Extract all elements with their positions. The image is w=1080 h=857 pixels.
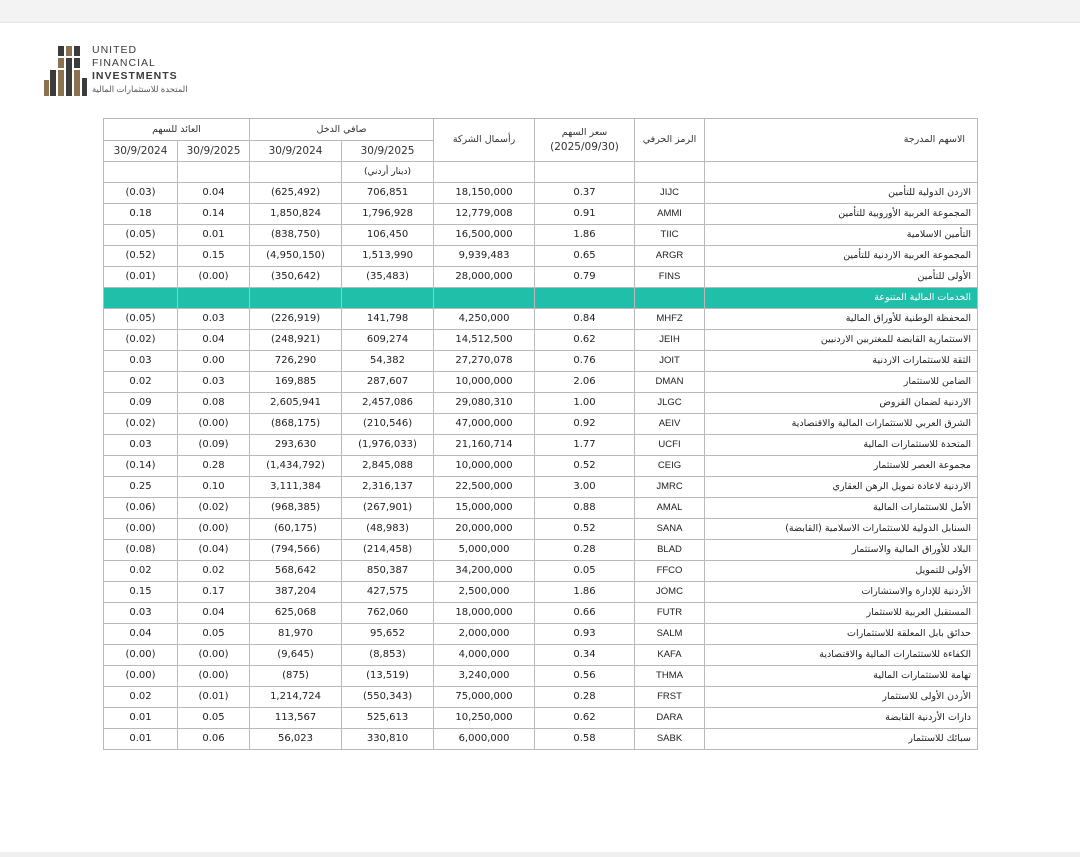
net-income-2025-cell: 609,274: [342, 330, 434, 351]
company-name-cell: الأردنية للإدارة والاستشارات: [705, 582, 978, 603]
eps-2024-cell: (0.06): [104, 498, 178, 519]
net-income-2024-cell: (794,566): [250, 540, 342, 561]
net-income-2024-cell: 387,204: [250, 582, 342, 603]
company-name-cell: المجموعة العربية الأوروبية للتأمين: [705, 204, 978, 225]
logo-line-3: INVESTMENTS: [92, 70, 178, 82]
capital-cell: 22,500,000: [434, 477, 535, 498]
symbol-cell: AMAL: [635, 498, 705, 519]
net-income-2025-cell: (13,519): [342, 666, 434, 687]
symbol-cell: JLGC: [635, 393, 705, 414]
company-name-cell: الاردنية لاعادة تمويل الرهن العقاري: [705, 477, 978, 498]
eps-2024-cell: (0.02): [104, 414, 178, 435]
capital-cell: 5,000,000: [434, 540, 535, 561]
net-income-2025-cell: 2,845,088: [342, 456, 434, 477]
eps-2025-cell: 0.17: [178, 582, 250, 603]
eps-2024-cell: 0.01: [104, 729, 178, 750]
eps-2025-cell: (0.00): [178, 666, 250, 687]
eps-2024-cell: (0.00): [104, 645, 178, 666]
net-income-2025-cell: (267,901): [342, 498, 434, 519]
net-income-2024-cell: (868,175): [250, 414, 342, 435]
eps-2025-cell: 0.05: [178, 708, 250, 729]
symbol-cell: SABK: [635, 729, 705, 750]
company-name-cell: المستقبل العربية للاستثمار: [705, 603, 978, 624]
company-name-cell: السنابل الدولية للاستثمارات الاسلامية (القابضة): [705, 519, 978, 540]
eps-2024-cell: 0.03: [104, 603, 178, 624]
company-name-cell: الثقة للاستثمارات الاردنية: [705, 351, 978, 372]
eps-2024-cell: (0.01): [104, 267, 178, 288]
header-eps: العائد للسهم: [104, 119, 250, 141]
table-row: [104, 393, 978, 414]
symbol-cell: THMA: [635, 666, 705, 687]
net-income-2024-cell: 293,630: [250, 435, 342, 456]
net-income-2025-cell: 850,387: [342, 561, 434, 582]
net-income-2024-cell: (226,919): [250, 309, 342, 330]
eps-2025-cell: 0.01: [178, 225, 250, 246]
net-income-2024-cell: (9,645): [250, 645, 342, 666]
price-cell: 0.56: [535, 666, 635, 687]
capital-cell: 27,270,078: [434, 351, 535, 372]
price-cell: 0.28: [535, 687, 635, 708]
net-income-2025-cell: (8,853): [342, 645, 434, 666]
symbol-cell: DMAN: [635, 372, 705, 393]
net-income-2025-cell: 2,457,086: [342, 393, 434, 414]
symbol-cell: BLAD: [635, 540, 705, 561]
table-row: [104, 561, 978, 582]
eps-2025-cell: 0.03: [178, 372, 250, 393]
capital-cell: 34,200,000: [434, 561, 535, 582]
price-cell: 0.65: [535, 246, 635, 267]
net-income-2025-cell: 54,382: [342, 351, 434, 372]
eps-2025-cell: (0.00): [178, 414, 250, 435]
header-price-cell: [535, 119, 635, 162]
price-cell: 0.34: [535, 645, 635, 666]
net-income-2024-cell: 568,642: [250, 561, 342, 582]
net-income-2025-cell: (1,976,033): [342, 435, 434, 456]
net-income-2024-cell: 3,111,384: [250, 477, 342, 498]
capital-cell: 12,779,008: [434, 204, 535, 225]
symbol-cell: FINS: [635, 267, 705, 288]
eps-2024-cell: 0.25: [104, 477, 178, 498]
eps-2025-cell: (0.09): [178, 435, 250, 456]
net-income-2024-cell: (875): [250, 666, 342, 687]
symbol-cell: JEIH: [635, 330, 705, 351]
price-cell: 0.93: [535, 624, 635, 645]
capital-cell: 9,939,483: [434, 246, 535, 267]
eps-2024-cell: 0.03: [104, 435, 178, 456]
capital-cell: 10,000,000: [434, 456, 535, 477]
price-cell: 0.05: [535, 561, 635, 582]
table-row: [104, 645, 978, 666]
net-income-2024-cell: (625,492): [250, 183, 342, 204]
price-cell: 1.77: [535, 435, 635, 456]
eps-2025-cell: 0.05: [178, 624, 250, 645]
price-cell: 1.86: [535, 582, 635, 603]
net-income-2024-cell: (4,950,150): [250, 246, 342, 267]
price-cell: 0.52: [535, 519, 635, 540]
eps-2025-cell: (0.01): [178, 687, 250, 708]
eps-2025-cell: 0.00: [178, 351, 250, 372]
capital-cell: 20,000,000: [434, 519, 535, 540]
table-row: [104, 687, 978, 708]
company-name-cell: المحفظة الوطنية للأوراق المالية: [705, 309, 978, 330]
eps-2024-cell: (0.00): [104, 666, 178, 687]
price-cell: 0.37: [535, 183, 635, 204]
net-income-2025-cell: 762,060: [342, 603, 434, 624]
net-income-2024-cell: (1,434,792): [250, 456, 342, 477]
symbol-cell: AEIV: [635, 414, 705, 435]
symbol-cell: FFCO: [635, 561, 705, 582]
eps-2025-cell: 0.08: [178, 393, 250, 414]
symbol-cell: SANA: [635, 519, 705, 540]
eps-2024-cell: 0.04: [104, 624, 178, 645]
logo-line-1: UNITED: [92, 44, 138, 56]
company-name-cell: الاستثمارية القابضة للمغتربين الاردنيين: [705, 330, 978, 351]
symbol-cell: UCFI: [635, 435, 705, 456]
price-cell: 0.88: [535, 498, 635, 519]
symbol-cell: SALM: [635, 624, 705, 645]
net-income-2025-cell: (550,343): [342, 687, 434, 708]
section-row: [104, 288, 978, 309]
company-name-cell: المتحدة للاستثمارات المالية: [705, 435, 978, 456]
header-ni-2025: 30/9/2025: [342, 141, 434, 162]
price-cell: 0.52: [535, 456, 635, 477]
table-row: [104, 435, 978, 456]
company-name-cell: الكفاءة للاستثمارات المالية والاقتصادية: [705, 645, 978, 666]
net-income-2024-cell: (350,642): [250, 267, 342, 288]
net-income-2024-cell: 169,885: [250, 372, 342, 393]
table-row: [104, 309, 978, 330]
capital-cell: 10,000,000: [434, 372, 535, 393]
table-row: [104, 351, 978, 372]
symbol-cell: AMMI: [635, 204, 705, 225]
price-cell: 0.84: [535, 309, 635, 330]
eps-2025-cell: (0.00): [178, 645, 250, 666]
company-name-cell: الأردن الأولى للاستثمار: [705, 687, 978, 708]
table-row: [104, 456, 978, 477]
capital-cell: 10,250,000: [434, 708, 535, 729]
capital-cell: 6,000,000: [434, 729, 535, 750]
price-cell: 0.62: [535, 330, 635, 351]
header-symbol: الرمز الحرفي: [635, 119, 705, 162]
header-price-date: (2025/09/30): [550, 141, 619, 153]
company-name-cell: دارات الأردنية القابضة: [705, 708, 978, 729]
net-income-2025-cell: (210,546): [342, 414, 434, 435]
company-name-cell: تهامة للاستثمارات المالية: [705, 666, 978, 687]
net-income-2025-cell: (214,458): [342, 540, 434, 561]
company-name-cell: الأولى للتأمين: [705, 267, 978, 288]
price-cell: 2.06: [535, 372, 635, 393]
eps-2024-cell: (0.05): [104, 225, 178, 246]
net-income-2025-cell: 525,613: [342, 708, 434, 729]
table-row: [104, 267, 978, 288]
capital-cell: 14,512,500: [434, 330, 535, 351]
symbol-cell: JMRC: [635, 477, 705, 498]
price-cell: 3.00: [535, 477, 635, 498]
eps-2025-cell: 0.06: [178, 729, 250, 750]
header-eps-2024: 30/9/2024: [104, 141, 178, 162]
table-row: [104, 666, 978, 687]
eps-2024-cell: 0.09: [104, 393, 178, 414]
eps-2024-cell: (0.52): [104, 246, 178, 267]
net-income-2025-cell: 141,798: [342, 309, 434, 330]
eps-2025-cell: (0.00): [178, 519, 250, 540]
eps-2024-cell: (0.03): [104, 183, 178, 204]
net-income-2025-cell: 95,652: [342, 624, 434, 645]
symbol-cell: TIIC: [635, 225, 705, 246]
net-income-2025-cell: 287,607: [342, 372, 434, 393]
net-income-2024-cell: (968,385): [250, 498, 342, 519]
logo-line-2: FINANCIAL: [92, 57, 156, 69]
symbol-cell: MHFZ: [635, 309, 705, 330]
company-logo: [44, 44, 204, 102]
top-bar: [0, 0, 1080, 23]
net-income-2025-cell: 706,851: [342, 183, 434, 204]
net-income-2024-cell: 1,850,824: [250, 204, 342, 225]
net-income-2025-cell: (48,983): [342, 519, 434, 540]
capital-cell: 75,000,000: [434, 687, 535, 708]
eps-2025-cell: 0.10: [178, 477, 250, 498]
price-cell: 0.79: [535, 267, 635, 288]
table-row: [104, 414, 978, 435]
net-income-2025-cell: 427,575: [342, 582, 434, 603]
eps-2025-cell: 0.14: [178, 204, 250, 225]
eps-2024-cell: 0.02: [104, 561, 178, 582]
price-cell: 1.00: [535, 393, 635, 414]
logo-mark-icon: [44, 44, 88, 98]
table-row: [104, 225, 978, 246]
symbol-cell: ARGR: [635, 246, 705, 267]
logo-arabic: المتحدة للاستثمارات المالية: [92, 84, 188, 94]
eps-2024-cell: (0.05): [104, 309, 178, 330]
table-row: [104, 372, 978, 393]
symbol-cell: KAFA: [635, 645, 705, 666]
price-cell: 0.58: [535, 729, 635, 750]
header-unit: (دينار أردني): [342, 162, 434, 183]
net-income-2024-cell: 56,023: [250, 729, 342, 750]
company-name-cell: الأمل للاستثمارات المالية: [705, 498, 978, 519]
eps-2025-cell: (0.02): [178, 498, 250, 519]
net-income-2024-cell: (248,921): [250, 330, 342, 351]
capital-cell: 2,500,000: [434, 582, 535, 603]
table-row: [104, 498, 978, 519]
company-name-cell: الاردنية لضمان القروض: [705, 393, 978, 414]
eps-2024-cell: 0.15: [104, 582, 178, 603]
net-income-2025-cell: 330,810: [342, 729, 434, 750]
price-cell: 0.92: [535, 414, 635, 435]
company-name-cell: الاردن الدولية للتأمين: [705, 183, 978, 204]
net-income-2025-cell: 1,796,928: [342, 204, 434, 225]
net-income-2025-cell: (35,483): [342, 267, 434, 288]
eps-2024-cell: (0.02): [104, 330, 178, 351]
capital-cell: 15,000,000: [434, 498, 535, 519]
eps-2025-cell: 0.15: [178, 246, 250, 267]
company-name-cell: الضامن للاستثمار: [705, 372, 978, 393]
capital-cell: 3,240,000: [434, 666, 535, 687]
company-name-cell: البلاد للأوراق المالية والاستثمار: [705, 540, 978, 561]
eps-2025-cell: 0.02: [178, 561, 250, 582]
table-row: [104, 519, 978, 540]
eps-2024-cell: 0.01: [104, 708, 178, 729]
net-income-2024-cell: 81,970: [250, 624, 342, 645]
bottom-bar: [0, 852, 1080, 857]
capital-cell: 18,150,000: [434, 183, 535, 204]
net-income-2024-cell: 1,214,724: [250, 687, 342, 708]
table-row: [104, 204, 978, 225]
price-cell: 0.76: [535, 351, 635, 372]
capital-cell: 28,000,000: [434, 267, 535, 288]
net-income-2024-cell: (838,750): [250, 225, 342, 246]
eps-2024-cell: (0.14): [104, 456, 178, 477]
company-name-cell: سبائك للاستثمار: [705, 729, 978, 750]
symbol-cell: JIJC: [635, 183, 705, 204]
company-name-cell: الشرق العربي للاستثمارات المالية والاقتصادية: [705, 414, 978, 435]
capital-cell: 47,000,000: [434, 414, 535, 435]
symbol-cell: DARA: [635, 708, 705, 729]
price-cell: 1.86: [535, 225, 635, 246]
capital-cell: 4,000,000: [434, 645, 535, 666]
price-cell: 0.62: [535, 708, 635, 729]
net-income-2024-cell: 625,068: [250, 603, 342, 624]
symbol-cell: FUTR: [635, 603, 705, 624]
capital-cell: 29,080,310: [434, 393, 535, 414]
price-cell: 0.28: [535, 540, 635, 561]
company-name-cell: حدائق بابل المعلقة للاستثمارات: [705, 624, 978, 645]
symbol-cell: JOIT: [635, 351, 705, 372]
eps-2025-cell: (0.00): [178, 267, 250, 288]
price-cell: 0.91: [535, 204, 635, 225]
capital-cell: 16,500,000: [434, 225, 535, 246]
table-row: [104, 477, 978, 498]
eps-2025-cell: 0.03: [178, 309, 250, 330]
company-name-cell: التأمين الاسلامية: [705, 225, 978, 246]
capital-cell: 4,250,000: [434, 309, 535, 330]
table-row: [104, 624, 978, 645]
price-cell: 0.66: [535, 603, 635, 624]
company-name-cell: المجموعة العربية الاردنية للتأمين: [705, 246, 978, 267]
net-income-2024-cell: 2,605,941: [250, 393, 342, 414]
header-price: سعر السهم: [561, 127, 608, 138]
table-row: [104, 246, 978, 267]
eps-2025-cell: 0.04: [178, 330, 250, 351]
eps-2025-cell: 0.28: [178, 456, 250, 477]
stocks-table: [103, 118, 978, 750]
eps-2024-cell: 0.18: [104, 204, 178, 225]
capital-cell: 18,000,000: [434, 603, 535, 624]
company-name-cell: مجموعة العصر للاستثمار: [705, 456, 978, 477]
net-income-2025-cell: 2,316,137: [342, 477, 434, 498]
company-name-cell: الأولى للتمويل: [705, 561, 978, 582]
eps-2025-cell: 0.04: [178, 183, 250, 204]
table-row: [104, 708, 978, 729]
eps-2024-cell: 0.02: [104, 687, 178, 708]
capital-cell: 2,000,000: [434, 624, 535, 645]
header-ni-2024: 30/9/2024: [250, 141, 342, 162]
table-row: [104, 603, 978, 624]
net-income-2024-cell: 113,567: [250, 708, 342, 729]
net-income-2025-cell: 106,450: [342, 225, 434, 246]
eps-2024-cell: 0.03: [104, 351, 178, 372]
header-net-income: صافي الدخل: [250, 119, 434, 141]
eps-2025-cell: 0.04: [178, 603, 250, 624]
eps-2025-cell: (0.04): [178, 540, 250, 561]
section-title: الخدمات المالية المتنوعة: [705, 288, 978, 309]
capital-cell: 21,160,714: [434, 435, 535, 456]
net-income-2024-cell: 726,290: [250, 351, 342, 372]
net-income-2025-cell: 1,513,990: [342, 246, 434, 267]
table-row: [104, 330, 978, 351]
table-row: [104, 183, 978, 204]
table-row: [104, 540, 978, 561]
net-income-2024-cell: (60,175): [250, 519, 342, 540]
symbol-cell: CEIG: [635, 456, 705, 477]
table-row: [104, 582, 978, 603]
header-capital: رأسمال الشركة: [434, 119, 535, 162]
eps-2024-cell: (0.08): [104, 540, 178, 561]
eps-2024-cell: 0.02: [104, 372, 178, 393]
symbol-cell: JOMC: [635, 582, 705, 603]
table-row: [104, 729, 978, 750]
header-name: الاسهم المدرجة: [705, 119, 978, 162]
symbol-cell: FRST: [635, 687, 705, 708]
eps-2024-cell: (0.00): [104, 519, 178, 540]
header-eps-2025: 30/9/2025: [178, 141, 250, 162]
